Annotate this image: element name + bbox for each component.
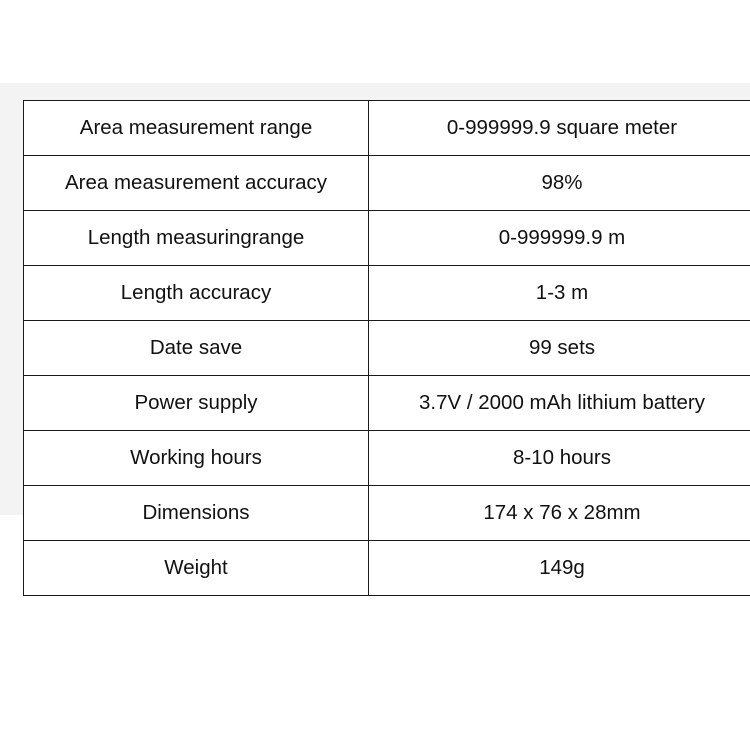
spec-label: Dimensions	[24, 486, 369, 541]
spec-label: Date save	[24, 321, 369, 376]
spec-value: 98%	[369, 156, 750, 211]
spec-value: 3.7V / 2000 mAh lithium battery	[369, 376, 750, 431]
table-row	[24, 376, 750, 431]
spec-label: Power supply	[24, 376, 369, 431]
spec-label: Area measurement accuracy	[24, 156, 369, 211]
spec-label: Length accuracy	[24, 266, 369, 321]
spec-value: 149g	[369, 541, 750, 596]
table-row	[24, 431, 750, 486]
table-row	[24, 211, 750, 266]
spec-value: 8-10 hours	[369, 431, 750, 486]
spec-label: Working hours	[24, 431, 369, 486]
table-row	[24, 486, 750, 541]
spec-value: 0-999999.9 m	[369, 211, 750, 266]
spec-value: 0-999999.9 square meter	[369, 101, 750, 156]
spec-value: 1-3 m	[369, 266, 750, 321]
spec-table	[23, 100, 750, 596]
spec-label: Length measuringrange	[24, 211, 369, 266]
spec-value: 99 sets	[369, 321, 750, 376]
table-row	[24, 321, 750, 376]
spec-value: 174 x 76 x 28mm	[369, 486, 750, 541]
table-row	[24, 156, 750, 211]
spec-label: Weight	[24, 541, 369, 596]
table-row	[24, 541, 750, 596]
spec-label: Area measurement range	[24, 101, 369, 156]
table-row	[24, 101, 750, 156]
table-row	[24, 266, 750, 321]
